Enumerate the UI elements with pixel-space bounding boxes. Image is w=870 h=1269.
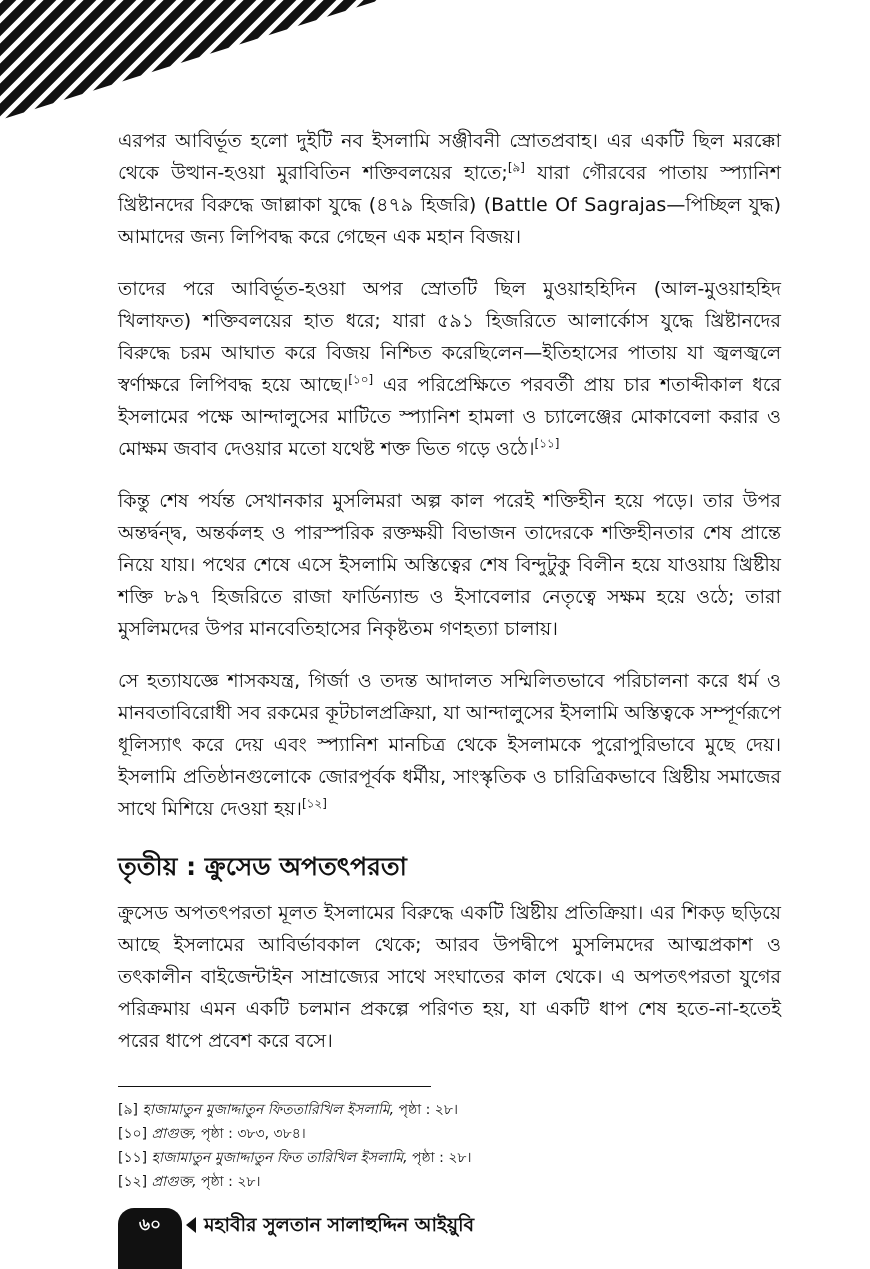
footnote-number: [১২]	[118, 1174, 148, 1190]
footnote-page: পৃষ্ঠা : ৩৮৩, ৩৮৪।	[196, 1126, 306, 1142]
paragraph-text: যারা গৌরবের পাতায় স্প্যানিশ খ্রিষ্টানদের বিরুদ্ধে জাল্লাকা যুদ্ধে (৪৭৯ হিজরি) (Battle Of Sagrajas—পিচ্ছিল যুদ্ধ) আমাদের জন্য লিপিবদ্ধ করে গেছেন এক মহান বিজয়।	[118, 162, 782, 248]
footnote-item	[118, 1170, 781, 1194]
footnote-page: পৃষ্ঠা : ২৮।	[407, 1150, 472, 1166]
footnote-ref[interactable]: [৯]	[507, 160, 525, 175]
paragraph-text: কিন্তু শেষ পর্যন্ত সেখানকার মুসলিমরা অল্প কাল পরেই শক্তিহীন হয়ে পড়ে। তার উপর অন্তর্দ্বন্দ্ব, অন্তর্কলহ ও পারস্পরিক রক্তক্ষয়ী বিভাজন তাদেরকে শক্তিহীনতার শেষ প্রান্তে নিয়ে যায়। পথের শেষে এসে ইসলামি অস্তিত্বের শেষ বিন্দুটুকু বিলীন হয়ে যাওয়ায় খ্রিষ্টীয় শক্তি ৮৯৭ হিজরিতে রাজা ফার্ডিন্যান্ড ও ইসাবেলার নেতৃত্বে সক্ষম হয়ে ওঠে; তারা মুসলিমদের উপর মানবেতিহাসের নিকৃষ্টতম গণহত্যা চালায়।	[118, 490, 781, 640]
paragraph-text: এরপর আবির্ভূত হলো দুইটি নব ইসলামি সঞ্জীবনী স্রোতপ্রবাহ। এর একটি ছিল মরক্কো থেকে উত্থান-হওয়া মুরাবিতিন শক্তিবলয়ের হাতে;	[118, 130, 781, 184]
footnote-ref[interactable]: [১০]	[348, 372, 374, 387]
running-footer	[186, 1210, 474, 1240]
section-paragraph: ক্রুসেড অপতৎপরতা মূলত ইসলামের বিরুদ্ধে একটি খ্রিষ্টীয় প্রতিক্রিয়া। এর শিকড় ছড়িয়ে আছে ইসলামের আবির্ভাবকাল থেকে; আরব উপদ্বীপে মুসলিমদের আত্মপ্রকাশ ও তৎকালীন বাইজেন্টাইন সাম্রাজ্যের সাথে সংঘাতের কাল থেকে। এ অপতৎপরতা যুগের পরিক্রমায় এমন একটি চলমান প্রকল্পে পরিণত হয়, যা একটি ধাপ শেষ হতে-না-হতেই পরের ধাপে প্রবেশ করে বসে।	[118, 902, 781, 1052]
triangle-left-icon	[186, 1217, 196, 1233]
decorative-stripes	[0, 0, 380, 120]
footnote-ref[interactable]: [১২]	[301, 796, 327, 811]
section-heading: তৃতীয় : ক্রুসেড অপতৎপরতা	[118, 852, 407, 881]
footnote-number: [১০]	[118, 1126, 148, 1142]
footnote-item	[118, 1146, 781, 1170]
paragraph-4	[118, 665, 781, 825]
footnote-number: [১১]	[118, 1150, 148, 1166]
book-title: মহাবীর সুলতান সালাহুদ্দিন আইয়ুবি	[204, 1214, 475, 1236]
footnote-source: প্রাগুক্ত,	[151, 1126, 197, 1142]
footnote-divider	[118, 1086, 431, 1087]
page-number: ৬০	[118, 1208, 182, 1269]
paragraph-3	[118, 485, 781, 645]
paragraph-text: এর পরিপ্রেক্ষিতে পরবর্তী প্রায় চার শতাব্দীকাল ধরে ইসলামের পক্ষে আন্দালুসের মাটিতে স্প্যানিশ হামলা ও চ্যালেঞ্জের মোকাবেলা করার ও মোক্ষম জবাব দেওয়ার মতো যথেষ্ট শক্ত ভিত গড়ে ওঠে।	[118, 374, 781, 460]
main-text	[118, 125, 781, 1077]
footnote-number: [৯]	[118, 1102, 139, 1118]
footnote-ref[interactable]: [১১]	[534, 436, 560, 451]
footnote-item	[118, 1098, 781, 1122]
paragraph-text: সে হত্যাযজ্ঞে শাসকযন্ত্র, গির্জা ও তদন্ত আদালত সম্মিলিতভাবে পরিচালনা করে ধর্ম ও মানবতাবিরোধী সব রকমের কূটচালপ্রক্রিয়া, যা আন্দালুসের ইসলামি অস্তিত্বকে সম্পূর্ণরূপে ধূলিস্যাৎ করে দেয় এবং স্প্যানিশ মানচিত্র থেকে ইসলামকে পুরোপুরিভাবে মুছে দেয়। ইসলামি প্রতিষ্ঠানগুলোকে জোরপূর্বক ধর্মীয়, সাংস্কৃতিক ও চারিত্রিকভাবে খ্রিষ্টীয় সমাজের সাথে মিশিয়ে দেওয়া হয়।	[118, 670, 781, 820]
footnote-source: হাজামাতুন মুজাদ্দাতুন ফিততারিখিল ইসলামি,	[142, 1102, 395, 1118]
footnote-page: পৃষ্ঠা : ২৮।	[394, 1102, 458, 1118]
footnote-source: হাজামাতুন মুজাদ্দাতুন ফিত তারিখিল ইসলামি,	[151, 1150, 408, 1166]
footnote-source: প্রাগুক্ত,	[151, 1174, 197, 1190]
paragraph-1	[118, 125, 781, 253]
footnotes	[118, 1098, 781, 1194]
paragraph-text: তাদের পরে আবির্ভূত-হওয়া অপর স্রোতটি ছিল মুওয়াহহিদিন (আল-মুওয়াহহিদ খিলাফত) শক্তিবলয়ের হাত ধরে; যারা ৫৯১ হিজরিতে আলার্কোস যুদ্ধে খ্রিষ্টানদের বিরুদ্ধে চরম আঘাত করে বিজয় নিশ্চিত করেছিলেন—ইতিহাসের পাতায় যা জ্বলজ্বলে স্বর্ণাক্ষরে লিপিবদ্ধ হয়ে আছে।	[118, 278, 781, 396]
paragraph-2	[118, 273, 781, 465]
footnote-page: পৃষ্ঠা : ২৮।	[196, 1174, 261, 1190]
footnote-item	[118, 1122, 781, 1146]
